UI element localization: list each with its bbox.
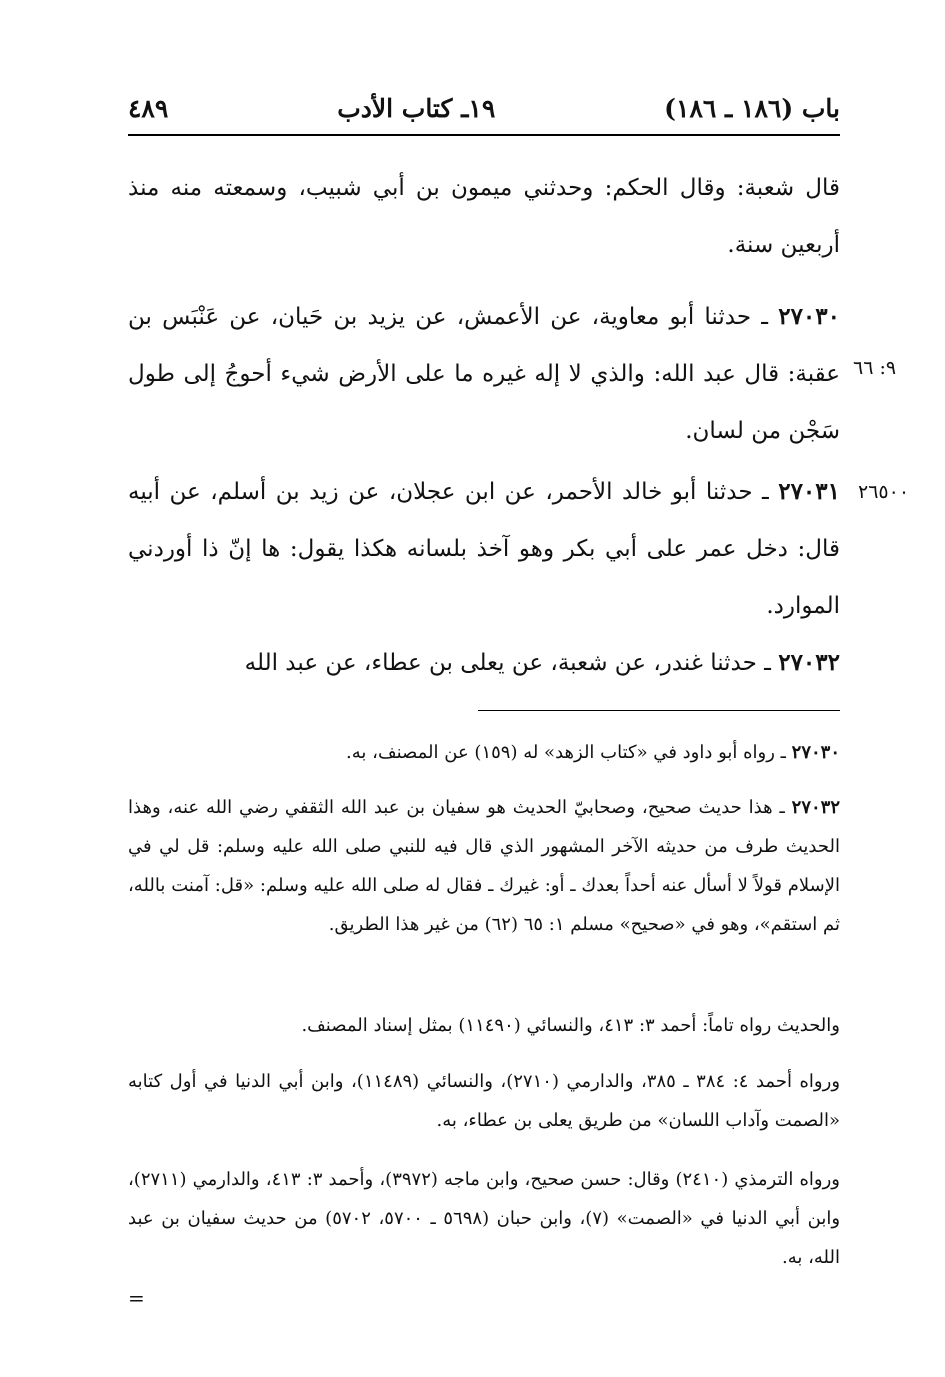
footnote-para-3 xyxy=(128,1006,840,1045)
paragraph-0 xyxy=(128,160,840,274)
footnote-para-4 xyxy=(128,1062,840,1140)
footnote-text: ورواه أحمد ٤: ٣٨٤ ـ ٣٨٥، والدارمي (٢٧١٠)، والنسائي (١١٤٨٩)، وابن أبي الدنيا في أول كتابه «الصمت وآداب اللسان» من طريق يعلى بن عطاء، به. xyxy=(128,1071,841,1131)
hadith-text: ـ حدثنا غندر، عن شعبة، عن يعلى بن عطاء، عن عبد الله xyxy=(244,650,779,676)
page-header xyxy=(128,86,840,130)
hadith-27030 xyxy=(128,288,840,460)
hadith-27032 xyxy=(128,634,840,692)
margin-ref-volume: ٩: ٦٦ xyxy=(853,357,897,379)
footnote-number: ٢٧٠٣٠ xyxy=(791,742,840,763)
hadith-text: ـ حدثنا أبو معاوية، عن الأعمش، عن يزيد بن حَيان، عن عَنْبَس بن عقبة: قال عبد الله: والذي لا إله غيره ما على الأرض شيء أحوجُ إلى طول سَجْن من لسان. xyxy=(128,304,840,444)
footnote-number: ٢٧٠٣٢ xyxy=(791,797,840,818)
hadith-number: ٢٧٠٣٢ xyxy=(778,649,840,676)
footnote-para-5 xyxy=(128,1160,840,1277)
header-rule xyxy=(128,134,840,136)
margin-ref-number: ٢٦٥٠٠ xyxy=(858,481,910,503)
chapter-range: باب (١٨٦ ـ ١٨٦) xyxy=(664,93,840,123)
footnote-27032 xyxy=(128,788,840,944)
footnote-text: ورواه الترمذي (٢٤١٠) وقال: حسن صحيح، وابن ماجه (٣٩٧٢)، وأحمد ٣: ٤١٣، والدارمي (٢٧١١)، وابن أبي الدنيا في «الصمت» (٧)، وابن حبان (٥٦٩٨ ـ ٥٧٠٠، ٥٧٠٢) من حديث سفيان بن عبد الله، به. xyxy=(128,1169,841,1268)
page-number: ٤٨٩ xyxy=(128,93,169,123)
hadith-number: ٢٧٠٣١ xyxy=(778,478,840,505)
footnote-text: ـ رواه أبو داود في «كتاب الزهد» له (١٥٩) عن المصنف، به. xyxy=(346,742,792,763)
hadith-text: ـ حدثنا أبو خالد الأحمر، عن ابن عجلان، عن زيد بن أسلم، عن أبيه قال: دخل عمر على أبي بكر وهو آخذ بلسانه هكذا يقول: ها إنّ ذا أوردني الموارد. xyxy=(128,479,840,619)
hadith-27031 xyxy=(128,463,840,635)
footnote-text: والحديث رواه تاماً: أحمد ٣: ٤١٣، والنسائي (١١٤٩٠) بمثل إسناد المصنف. xyxy=(301,1015,840,1036)
hadith-number: ٢٧٠٣٠ xyxy=(778,303,840,330)
footnote-27030 xyxy=(128,733,840,772)
footnote-text: ـ هذا حديث صحيح، وصحابيّ الحديث هو سفيان بن عبد الله الثقفي رضي الله عنه، وهذا الحديث طرف من حديثه الآخر المشهور الذي قال فيه للنبي صلى الله عليه وسلم: قل لي في الإسلام قولاً لا أسأل عنه أحداً بعدك ـ أو: غيرك ـ فقال له صلى الله عليه وسلم: «قل: آمنت بالله، ثم استقم»، وهو في «صحيح» مسلم ١: ٦٥ (٦٢) من غير هذا الطريق. xyxy=(128,797,840,935)
footnote-divider xyxy=(478,710,840,711)
paragraph-text: قال شعبة: وقال الحكم: وحدثني ميمون بن أبي شبيب، وسمعته منه منذ أربعين سنة. xyxy=(128,175,840,258)
continuation-mark: = xyxy=(128,1286,145,1310)
book-title: ١٩ـ كتاب الأدب xyxy=(337,93,496,123)
